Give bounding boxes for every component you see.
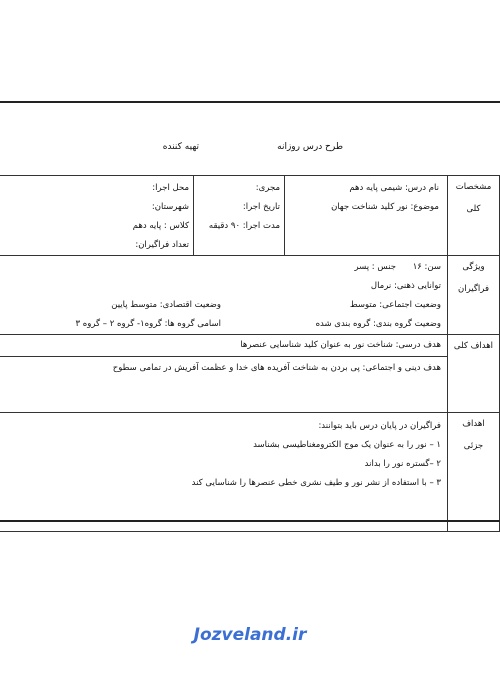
- general-goals-content: [0, 335, 448, 413]
- executor-field: مجری:: [255, 183, 280, 193]
- general-specs-header: مشخصات کلی: [448, 176, 500, 256]
- partial-goals-intro: فراگیران در پایان درس باید بتوانند:: [318, 421, 441, 431]
- list-item: ۳ – با استفاده از نشر نور و طیف نشری خطی عنصرها را شناسایی کند: [191, 478, 441, 488]
- lesson-goal: هدف درسی: شناخت نور به عنوان کلید شناسایی عنصرها: [0, 335, 447, 357]
- lesson-name: نام درس: شیمی پایه دهم: [349, 183, 439, 193]
- mental-ability-field: توانایی ذهنی: نرمال: [370, 281, 441, 291]
- list-item: ۱ – نور را به عنوان یک موج الکترومغناطیسی بشناسد: [253, 440, 441, 450]
- lesson-plan-table: [0, 175, 500, 532]
- grouping-status-field: وضعیت گروه بندی: گروه بندی شده: [315, 319, 441, 329]
- city-field: شهرستان:: [151, 202, 189, 212]
- execution-info-cell: [194, 176, 285, 256]
- learners-row: [0, 256, 500, 335]
- religious-social-goal: هدف دینی و اجتماعی: پی بردن به شناخت آفریده های خدا و عظمت آفریش در تمامی سطوح: [112, 363, 441, 373]
- class-field: کلاس : پایه دهم: [132, 221, 189, 231]
- title-row: [0, 142, 500, 156]
- learners-content: [0, 256, 448, 335]
- learners-count-field: تعداد فراگیران:: [135, 240, 189, 250]
- age-field: سن: ۱۶: [412, 262, 441, 272]
- partial-goals-header: اهداف جزئی: [448, 413, 500, 532]
- social-status-field: وضعیت اجتماعی: متوسط: [349, 300, 441, 310]
- top-rule: [0, 101, 500, 103]
- partial-goals-content: [0, 413, 448, 532]
- general-goals-header: اهداف کلی: [448, 335, 500, 413]
- place-field: محل اجرا:: [152, 183, 189, 193]
- partial-goals-row: [0, 413, 500, 532]
- site-watermark: Jozveland.ir: [193, 625, 307, 645]
- general-specs-row: [0, 176, 500, 256]
- group-names-field: اسامی گروه ها: گروه۱- گروه ۲ – گروه ۳: [75, 319, 221, 329]
- page-title: طرح درس روزانه: [277, 142, 343, 152]
- duration-field: مدت اجرا: ۹۰ دقیقه: [208, 221, 280, 231]
- date-field: تاریخ اجرا:: [242, 202, 280, 212]
- gender-field: جنس : پسر: [354, 262, 396, 272]
- list-item: ۲ –گستره نور را بداند: [364, 459, 441, 469]
- bottom-rule: [0, 520, 500, 522]
- learners-header: ویژگی فراگیران: [448, 256, 500, 335]
- preparer-label: تهیه کننده: [162, 142, 199, 152]
- general-goals-row: [0, 335, 500, 413]
- lesson-topic: موضوع: نور کلید شناخت جهان: [331, 202, 439, 212]
- lesson-info-cell: [285, 176, 448, 256]
- location-info-cell: [0, 176, 194, 256]
- economic-status-field: وضعیت اقتصادی: متوسط پایین: [111, 300, 221, 310]
